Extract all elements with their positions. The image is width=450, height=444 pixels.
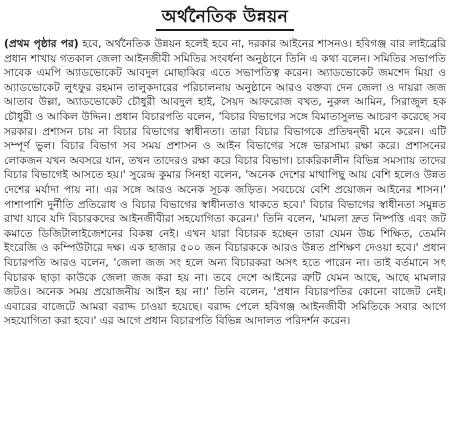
continued-from-page-label: (প্রথম পৃষ্ঠার পর) — [4, 38, 79, 50]
article-headline: অর্থনৈতিক উন্নয়ন — [156, 5, 295, 31]
article-body — [4, 37, 446, 329]
article-body-text: হবে, অর্থনৈতিক উন্নয়ন হলেই হবে না, দরকার আইনের শাসনও। হবিগঞ্জ বার লাইব্রেরি প্রধান শাখায় গতকাল জেলা আইনজীবী সমিতির সংবর্ধনা অনুষ্ঠানে তিনি এ কথা বলেন। সমিতির সভাপতি সাবেক এমপি অ্যাডভোকেট আবদুল মোছাব্বির এতে সভাপতিত্ব করেন। অ্যাডভোকেট জমশেদ মিয়া ও অ্যাডভোকেট লুৎফুর রহমান তালুকদারের পরিচালনায় অনুষ্ঠানে আরও বক্তব্য দেন জেলা ও দায়রা জজ আতাব উল্লা, অ্যাডভোকেট চৌধুরী আবদুল হাই, সৈয়দ আফরোজ বখত, নুরুল আমিন, সিরাজুল হক চৌধুরী ও আকিল উদ্দিন। প্রধান বিচারপতি বলেন, 'বিচার বিভাগের সঙ্গে বিমাতাসুলভ আচরণ করেছে সব সরকার। প্রশাসন চায় না বিচার বিভাগের স্বাধীনতা। তারা বিচার বিভাগকে প্রতিদ্বন্দ্বী মনে করেন। এটি সম্পূর্ণ ভুল। বিচার বিভাগ সব সময় প্রশাসন ও আইন বিভাগের সঙ্গে ভারসাম্য রক্ষা করে। প্রশাসনের লোকজন যখন অবসরে যান, তখন তাদেরও রক্ষা করে বিচার বিভাগ। চাকরিকালীন বিভিন্ন সমস্যায় তাদের বিচার বিভাগেই আসতে হয়।' সুরেন্দ্র কুমার সিনহা বলেন, 'অনেক দেশের মাথাপিছু আয় বেশি হলেও উন্নত দেশের মর্যাদা পায় না। এর সঙ্গে আরও অনেক সূচক জড়িত। সবচেয়ে বেশি প্রয়োজন আইনের শাসন।' পাশাপাশি দুর্নীতি প্রতিরোধ ও বিচার বিভাগের স্বাধীনতাও থাকতে হবে।' বিচার বিভাগের স্বাধীনতা সমুন্নত রাখা যাবে যদি বিচারকদের আইনজীবীরা সহযোগিতা করেন।' তিনি বলেন, 'মামলা দ্রুত নিষ্পত্তি এবং জট কমাতে ডিজিটালাইজেশনের বিকল্প নেই। এখন যারা বিচারক হচ্ছেন তারা যেমন উচ্চ শিক্ষিত, তেমনি ইংরেজি ও কম্পিউটারে দক্ষ। এক হাজার ৫০০ জন বিচারককে আরও উন্নত প্রশিক্ষণ দেওয়া হবে।' প্রধান বিচারপতি আরও বলেন, 'জেলা জজ সং হলে অন্য বিচারকরা অসৎ হতে পারেন না। তাই বর্তমানে সৎ বিচারক ছাড়া কাউকে জেলা জজ করা হয় না। তবে দেশে আইনের ত্রুটি যেমন আছে, আছে মামলার জটও। অনেক সময় প্রয়োজনীয় আইন হয় না।' তিনি বলেন, 'প্রধান বিচারপতির কোনো বাজেট নেই। এবারের বাজেটে আমরা বরাদ্দ চাওয়া হয়েছে। বরাদ্দ পেলে হবিগঞ্জ আইনজীবী সমিতিকে সবার আগে সহযোগিতা করা হবে।' এর আগে প্রধান বিচারপতি বিভিন্ন আদালত পরিদর্শন করেন। — [4, 38, 447, 328]
headline-container — [4, 4, 446, 34]
